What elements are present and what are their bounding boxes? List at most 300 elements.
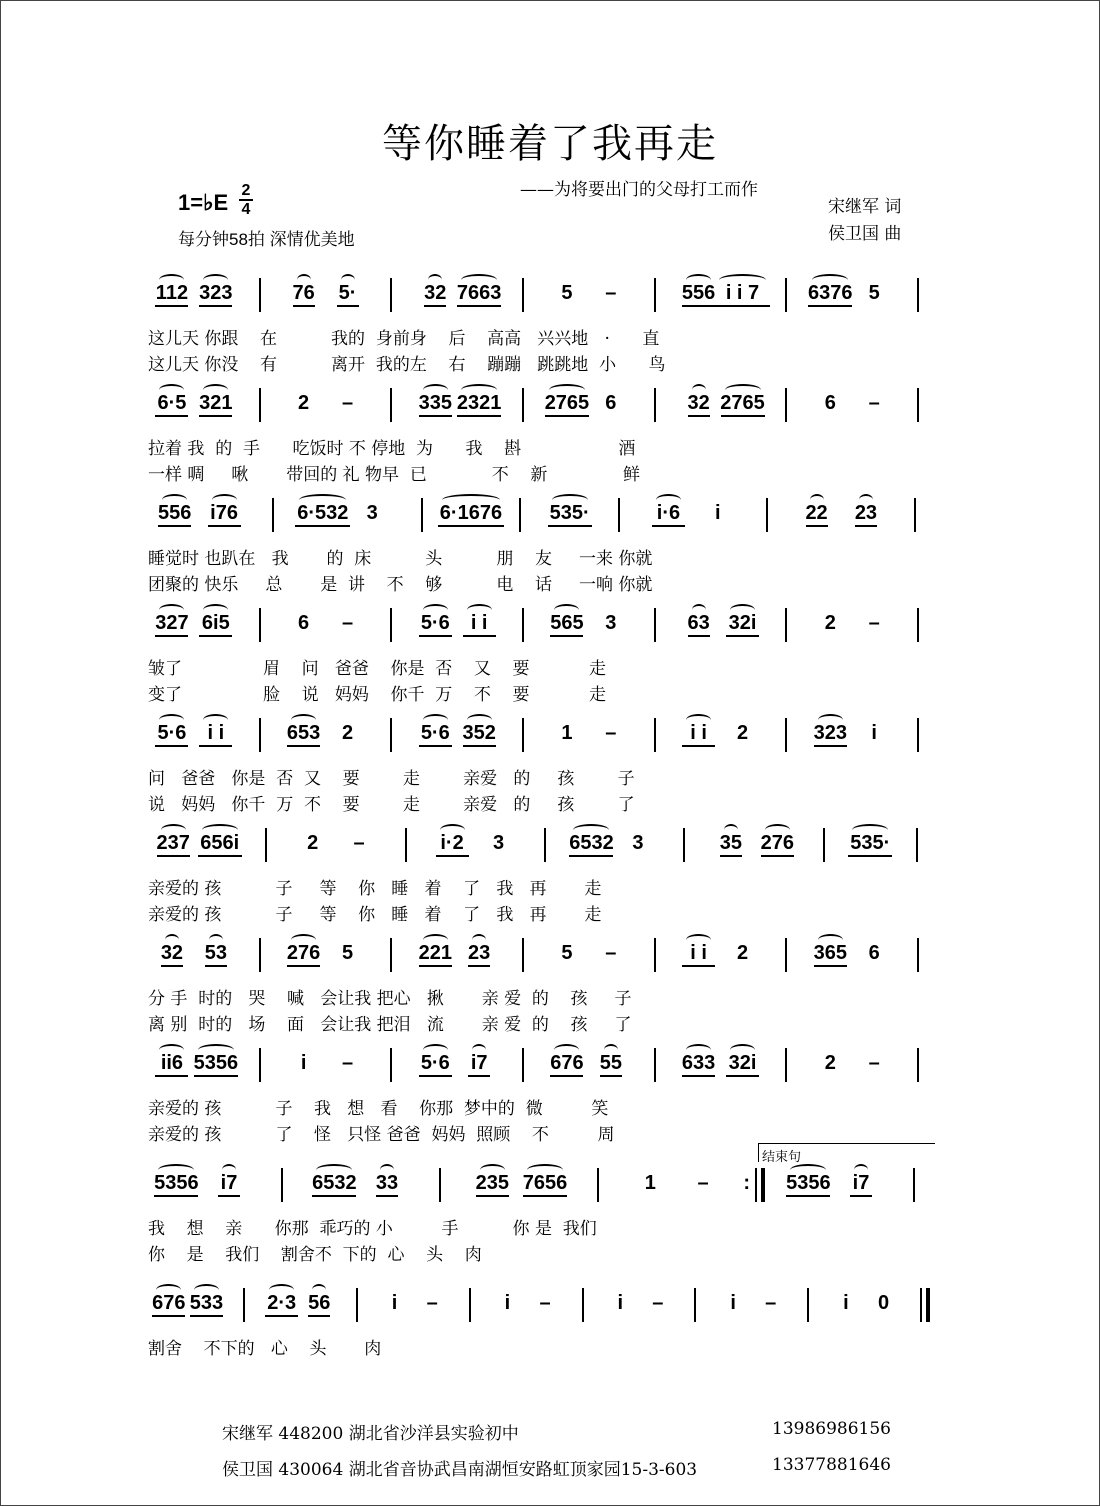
note-group: – (652, 1292, 664, 1314)
beam-underline (158, 525, 191, 527)
note-group: 2·3 (267, 1292, 297, 1314)
note-group: i·6 (656, 502, 681, 524)
footer-address-2: 侯卫国 430064 湖北省音协武昌南湖恒安路虹顶家园15-3-603 (222, 1460, 698, 1480)
slur (158, 1164, 194, 1176)
note-group: – (605, 722, 617, 744)
note-group: 32 (687, 392, 710, 414)
note-group: 2321 (456, 392, 502, 414)
barline (390, 608, 392, 642)
slur (440, 824, 465, 836)
beam-underline (715, 305, 770, 307)
note-group: 5 (561, 282, 573, 304)
note-group: 2 (736, 942, 749, 964)
barline (281, 1168, 283, 1202)
beam-underline (218, 1195, 240, 1197)
slur (312, 1284, 326, 1296)
note-group: 533 (189, 1292, 224, 1314)
note-group: 7656 (522, 1172, 568, 1194)
note-group: – (426, 1292, 438, 1314)
note-group: 32 (160, 942, 184, 964)
note-group: i (504, 1292, 511, 1314)
slur (472, 934, 486, 946)
barline (259, 1048, 261, 1082)
beam-underline (436, 855, 469, 857)
repeat-dots: : (743, 1172, 750, 1194)
note-group: 323 (813, 722, 847, 744)
notes-line (140, 1042, 940, 1082)
beam-underline (199, 415, 232, 417)
barline (914, 498, 916, 532)
barline (522, 718, 524, 752)
note-group: 53 (204, 942, 227, 964)
slur (549, 384, 585, 396)
note-group: 6·532 (297, 502, 349, 524)
note-group: 2 (307, 832, 319, 854)
beam-underline (419, 1075, 452, 1077)
slur (467, 604, 492, 616)
note-group: i i (690, 722, 707, 744)
slur (203, 274, 228, 286)
barline (390, 938, 392, 972)
note-group: 2 (298, 392, 310, 414)
lyrics-verse-2: 团聚的 快乐 总 是 讲 不 够 电 话 一响 你就 (148, 575, 653, 595)
beam-underline (548, 525, 592, 527)
lyrics-verse-1: 割舍 不下的 心 头 肉 (148, 1339, 382, 1359)
note-group: 5 (561, 942, 573, 964)
tempo-marking: 每分钟58拍 深情优美地 (178, 230, 355, 249)
beam-underline (855, 525, 877, 527)
note-group: 5356 (786, 1172, 831, 1194)
beam-underline (155, 635, 188, 637)
score-row (140, 932, 940, 1035)
lyrics-verse-2: 亲爱的 孩 子 等 你 睡 着 了 我 再 走 (148, 905, 602, 925)
note-group: i7 (852, 1172, 870, 1194)
barline (265, 828, 267, 862)
slur (725, 384, 761, 396)
beam-underline (419, 745, 452, 747)
barline (522, 1048, 524, 1082)
beam-underline (194, 1075, 238, 1077)
footer-address-1: 宋继军 448200 湖北省沙洋县实验初中 (222, 1424, 519, 1444)
note-group: ii6 (160, 1052, 184, 1074)
barline (785, 608, 787, 642)
note-group: 5·6 (420, 612, 450, 634)
barline (807, 1288, 809, 1322)
beam-underline (652, 525, 685, 527)
slur (161, 824, 186, 836)
beam-underline (523, 1195, 567, 1197)
note-group: 32 (424, 282, 447, 304)
beam-underline (682, 305, 715, 307)
note-group: 656i (200, 832, 240, 854)
slur (203, 384, 228, 396)
note-group: – (868, 392, 880, 414)
composer-credit: 侯卫国 曲 (828, 224, 902, 244)
note-group: 3 (605, 612, 617, 634)
note-group: 676 (152, 1292, 186, 1314)
note-group: – (341, 1052, 354, 1074)
beam-underline (312, 1195, 356, 1197)
score-row (140, 822, 940, 925)
slur (810, 494, 824, 506)
slur (730, 1044, 755, 1056)
note-group: 321 (199, 392, 233, 414)
note-group: 365 (813, 942, 847, 964)
beam-underline (155, 415, 188, 417)
note-group: 6·1676 (439, 502, 503, 524)
note-group: 2 (736, 722, 749, 744)
note-group: 327 (155, 612, 189, 634)
note-group: 6376 (808, 282, 853, 304)
beam-underline (287, 745, 320, 747)
barline (597, 1168, 599, 1202)
slur (527, 1164, 563, 1176)
note-group: i (617, 1292, 624, 1314)
note-group: 237 (156, 832, 190, 854)
time-signature (238, 182, 254, 218)
barline (469, 1288, 471, 1322)
note-group: i (391, 1292, 398, 1314)
slur (159, 274, 184, 286)
slur (461, 384, 497, 396)
slur (724, 824, 738, 836)
beam-underline (376, 1195, 398, 1197)
slur (552, 494, 588, 506)
slur (428, 274, 442, 286)
note-group: 6532 (312, 1172, 357, 1194)
lyrics-verse-1: 皱了 眉 问 爸爸 你是 否 又 要 走 (148, 659, 606, 679)
note-group: 633 (681, 1052, 716, 1074)
slur (656, 494, 681, 506)
beam-underline (545, 415, 589, 417)
note-group: 535· (549, 502, 590, 524)
beam-underline (808, 305, 852, 307)
lyrics-verse-2: 离 别 时的 场 面 会让我 把泪 流 亲 爱 的 孩 了 (148, 1015, 632, 1035)
beam-underline (682, 965, 715, 967)
barline (917, 388, 919, 422)
note-group: 55 (599, 1052, 622, 1074)
beam-underline (848, 855, 892, 857)
barline (785, 278, 787, 312)
note-group: 1 (561, 722, 573, 744)
slur (291, 934, 316, 946)
note-group: 2 (824, 1052, 836, 1074)
slur (194, 1284, 219, 1296)
note-group: i (300, 1052, 307, 1074)
note-group: 2 (824, 612, 836, 634)
note-group: 63 (687, 612, 710, 634)
beam-underline (198, 855, 242, 857)
slur (604, 1044, 618, 1056)
note-group: 3 (492, 832, 505, 854)
barline (654, 1048, 656, 1082)
barline (390, 718, 392, 752)
note-group: 23 (854, 502, 878, 524)
beam-underline (205, 965, 227, 967)
barline (390, 388, 392, 422)
slur (269, 1284, 294, 1296)
note-group: 6·5 (157, 392, 187, 414)
beam-underline (419, 965, 452, 967)
note-group: 23 (468, 942, 491, 964)
beam-underline (786, 1195, 830, 1197)
barline (917, 278, 919, 312)
beam-underline (721, 415, 765, 417)
slur (730, 604, 755, 616)
beam-underline (199, 745, 232, 747)
song-subtitle: ——为将要出门的父母打工而作 (520, 180, 758, 200)
song-title: 等你睡着了我再走 (382, 121, 718, 167)
beam-underline (457, 305, 501, 307)
note-group: 565 (550, 612, 584, 634)
footer-phone-2: 13377881646 (772, 1455, 891, 1475)
barline (522, 938, 524, 972)
note-group: 5356 (154, 1172, 199, 1194)
score-row (140, 382, 940, 485)
lyrics-verse-1: 亲爱的 孩 子 我 想 看 你那 梦中的 微 笑 (148, 1099, 609, 1119)
note-group: 7663 (456, 282, 502, 304)
slur (852, 824, 888, 836)
slur (686, 1044, 711, 1056)
score-row (140, 1162, 940, 1265)
slur (854, 1164, 868, 1176)
beam-underline (761, 855, 794, 857)
note-group: 6 (605, 392, 617, 414)
beam-underline (457, 415, 501, 417)
barline-final (926, 1288, 930, 1322)
slur (423, 384, 448, 396)
lyrics-verse-2: 说 妈妈 你千 万 不 要 走 亲爱 的 孩 了 (148, 795, 635, 815)
slur (162, 494, 187, 506)
barline (694, 1288, 696, 1322)
barline (405, 828, 407, 862)
slur (423, 714, 448, 726)
note-group: 32i (728, 612, 757, 634)
note-group: 5·6 (420, 1052, 450, 1074)
barline (917, 608, 919, 642)
beam-underline (438, 525, 504, 527)
beam-underline (726, 1075, 759, 1077)
note-group: 276 (286, 942, 321, 964)
barline (522, 388, 524, 422)
barline (522, 608, 524, 642)
slur (818, 714, 843, 726)
beam-underline (682, 745, 715, 747)
beam-underline (308, 1315, 330, 1317)
barline (917, 1048, 919, 1082)
notes-line (140, 1282, 940, 1322)
barline (519, 498, 521, 532)
note-group: 1 (644, 1172, 656, 1194)
lyrics-verse-2: 变了 脸 说 妈妈 你千 万 不 要 走 (148, 685, 606, 705)
slur (297, 274, 311, 286)
note-group: 653 (286, 722, 321, 744)
note-group: 535· (850, 832, 891, 854)
note-group: i·2 (440, 832, 464, 854)
note-group: – (765, 1292, 777, 1314)
note-group: 3 (366, 502, 378, 524)
barline (439, 1168, 441, 1202)
key-signature: 1=♭E (178, 190, 229, 215)
beam-underline (720, 855, 742, 857)
beam-underline (199, 635, 232, 637)
note-group: 2 (341, 722, 354, 744)
beam-underline (682, 1075, 715, 1077)
footer-phone-1: 13986986156 (772, 1419, 891, 1439)
barline (654, 938, 656, 972)
slur (156, 1284, 181, 1296)
note-group: i i 7 (725, 282, 760, 304)
slur (467, 714, 492, 726)
note-group: 676 (550, 1052, 584, 1074)
barline (582, 1288, 584, 1322)
note-group: 276 (760, 832, 795, 854)
slur (423, 1044, 448, 1056)
lyrics-verse-1: 拉着 我 的 手 吃饭时 不 停地 为 我 斟 酒 (148, 439, 636, 459)
slur (573, 824, 609, 836)
time-bottom: 4 (241, 201, 251, 218)
lyrics-verse-2: 你 是 我们 割舍不 下的 心 头 肉 (148, 1245, 482, 1265)
note-group: – (341, 612, 354, 634)
beam-underline (463, 745, 496, 747)
note-group: 22 (805, 502, 828, 524)
slur (222, 1164, 236, 1176)
note-group: 335 (418, 392, 452, 414)
slur (291, 714, 316, 726)
beam-underline (152, 1315, 185, 1317)
barline (390, 278, 392, 312)
slur (203, 714, 228, 726)
barline (766, 498, 768, 532)
barline (522, 278, 524, 312)
slur (719, 274, 766, 286)
score-row (140, 272, 940, 375)
score-row (140, 712, 940, 815)
note-group: 323 (199, 282, 233, 304)
beam-underline (419, 415, 452, 417)
slur (554, 604, 579, 616)
barline (259, 608, 261, 642)
barline (259, 718, 261, 752)
beam-underline (161, 965, 183, 967)
notes-line (140, 602, 940, 642)
note-group: 32i (728, 1052, 757, 1074)
lyrics-verse-1: 亲爱的 孩 子 等 你 睡 着 了 我 再 走 (148, 879, 602, 899)
beam-underline (155, 1075, 188, 1077)
note-group: 33 (375, 1172, 399, 1194)
slur (341, 274, 355, 286)
note-group: 5 (868, 282, 880, 304)
barline (913, 1168, 915, 1202)
barline (654, 608, 656, 642)
time-top: 2 (241, 182, 251, 199)
note-group: 221 (418, 942, 452, 964)
note-group: 6 (868, 942, 880, 964)
note-group: – (605, 282, 617, 304)
note-group: 0 (878, 1292, 890, 1314)
note-group: – (605, 942, 617, 964)
note-group: 5356 (193, 1052, 239, 1074)
barline (390, 1048, 392, 1082)
lyrics-verse-2: 这儿天 你没 有 离开 我的左 右 蹦蹦 跳跳地 小 鸟 (148, 355, 666, 375)
barline (920, 1288, 922, 1322)
slur (859, 494, 873, 506)
note-group: – (353, 832, 365, 854)
slur (442, 494, 500, 506)
note-group: 56 (308, 1292, 331, 1314)
note-group: 112 (155, 282, 189, 304)
notes-line (140, 712, 940, 752)
slur (692, 604, 706, 616)
lyricist-credit: 宋继军 词 (828, 197, 902, 217)
barline (654, 718, 656, 752)
slur (212, 494, 237, 506)
notes-line (140, 1162, 940, 1202)
beam-underline (337, 305, 359, 307)
slur (765, 824, 790, 836)
beam-underline (688, 635, 710, 637)
score-row (140, 1042, 940, 1145)
note-group: 3 (632, 832, 644, 854)
note-group: 2765 (544, 392, 590, 414)
slur (202, 824, 238, 836)
beam-underline (806, 525, 828, 527)
note-group: 6 (824, 392, 836, 414)
notes-line (140, 272, 940, 312)
slur (159, 714, 184, 726)
barline (544, 828, 546, 862)
beam-underline (600, 1075, 622, 1077)
beam-underline (726, 635, 759, 637)
beam-underline (287, 965, 320, 967)
note-group: i (730, 1292, 736, 1314)
lyrics-verse-2: 一样 啁 啾 带回的 礼 物早 已 不 新 鲜 (148, 465, 640, 485)
barline (917, 938, 919, 972)
barline-final (761, 1168, 765, 1202)
notes-line (140, 822, 940, 862)
beam-underline (265, 1315, 298, 1317)
slur (554, 1044, 579, 1056)
note-group: 76 (292, 282, 315, 304)
note-group: 5·6 (420, 722, 450, 744)
barline (356, 1288, 358, 1322)
note-group: i (871, 722, 877, 744)
slur (461, 274, 497, 286)
notes-line (140, 492, 940, 532)
barline (421, 498, 423, 532)
slur (423, 604, 448, 616)
note-group: 6 (298, 612, 310, 634)
beam-underline (550, 1075, 583, 1077)
slur (159, 384, 184, 396)
note-group: – (341, 392, 354, 414)
note-group: 5·6 (157, 722, 187, 744)
barline (916, 828, 918, 862)
lyrics-verse-2: 亲爱的 孩 了 怪 只怪 爸爸 妈妈 照顾 不 周 (148, 1125, 615, 1145)
beam-underline (419, 635, 452, 637)
barline (272, 498, 274, 532)
beam-underline (550, 635, 583, 637)
notes-line (140, 932, 940, 972)
note-group: – (868, 612, 880, 634)
slur (299, 494, 346, 506)
beam-underline (688, 415, 710, 417)
note-group: 235 (475, 1172, 510, 1194)
note-group: i i (470, 612, 488, 634)
barline (654, 278, 656, 312)
slur (812, 274, 848, 286)
note-group: 6i5 (201, 612, 230, 634)
